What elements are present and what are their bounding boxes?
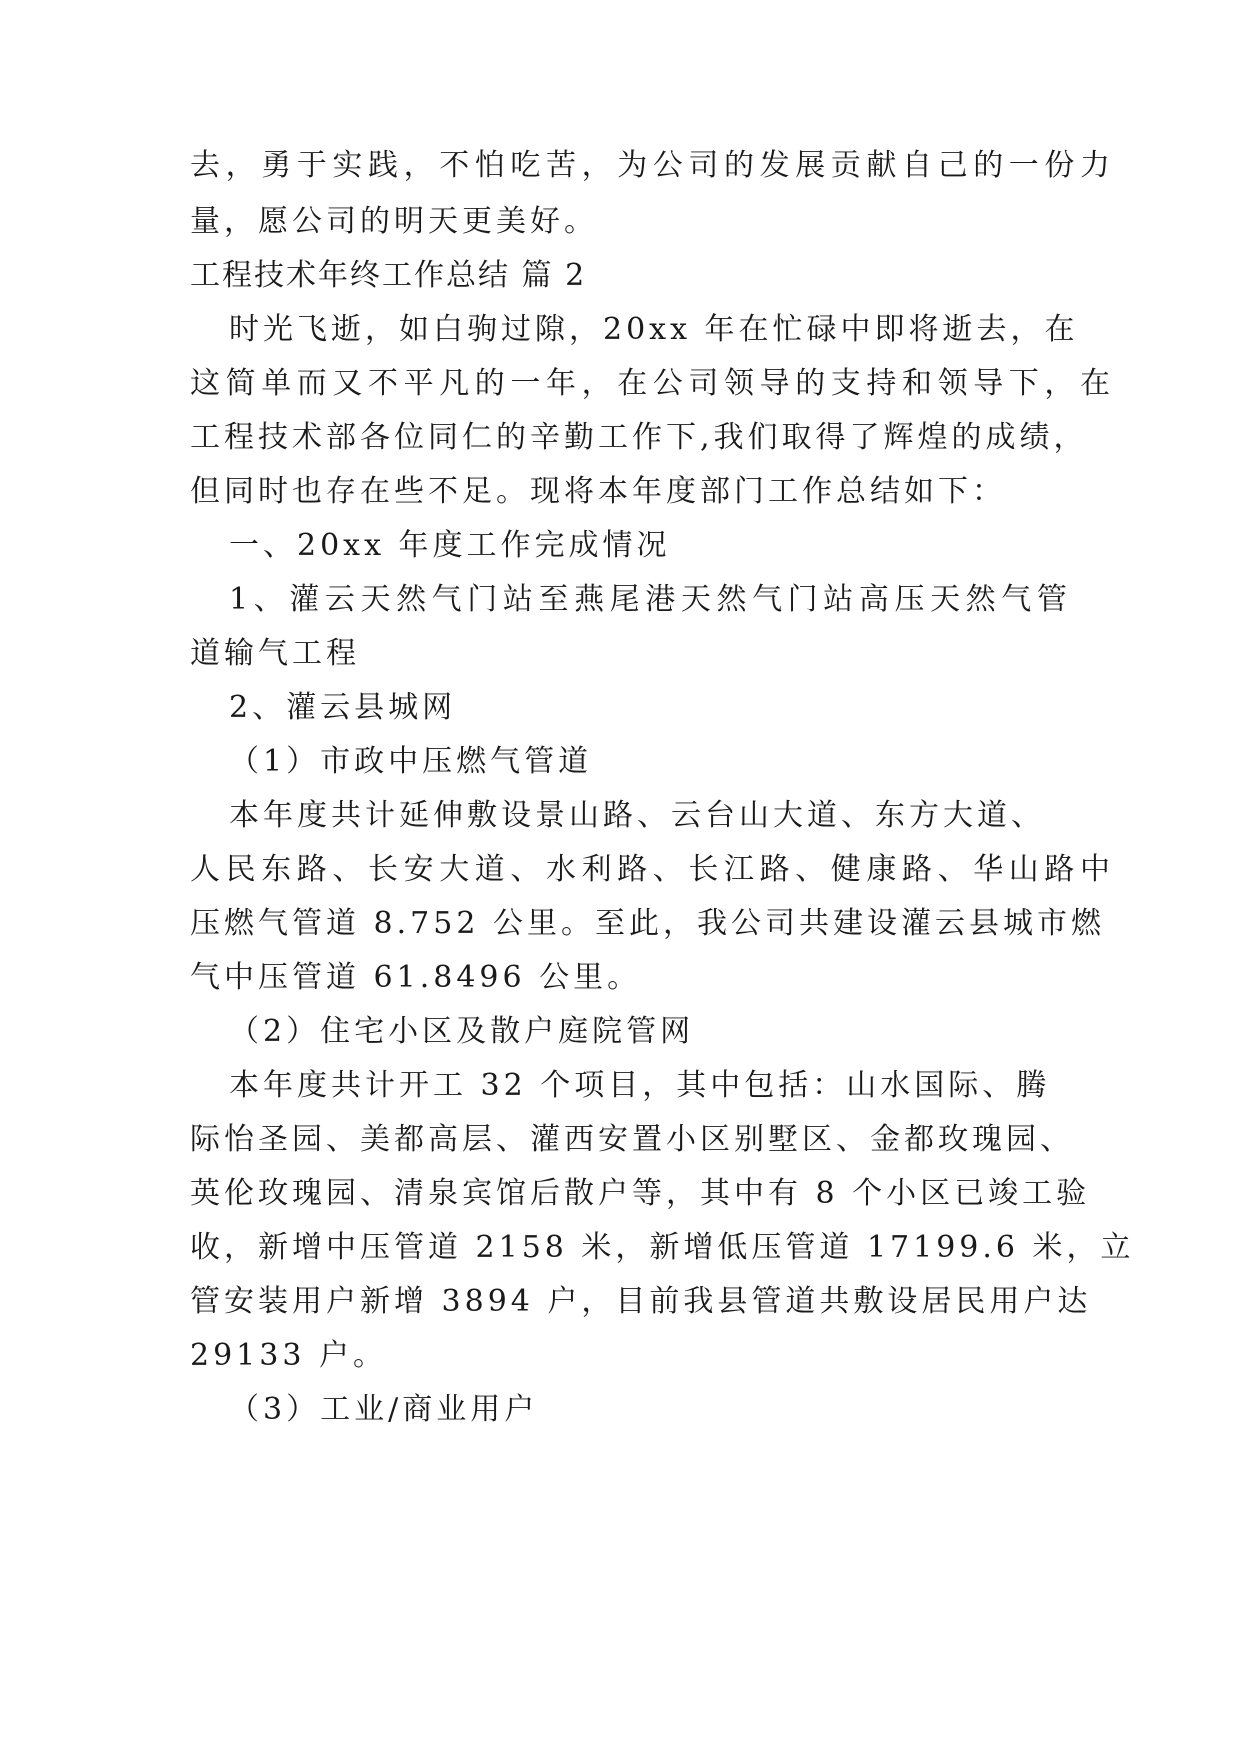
paragraph-line: 去，勇于实践，不怕吃苦，为公司的发展贡献自己的一份力 [190, 148, 1116, 183]
list-item: 1、灌云天然气门站至燕尾港天然气门站高压天然气管 [229, 582, 1073, 617]
subheading-line: 一、20xx 年度工作完成情况 [229, 528, 671, 563]
paragraph-line: 时光飞逝，如白驹过隙，20xx 年在忙碌中即将逝去，在 [229, 312, 1079, 347]
paragraph-line: 压燃气管道 8.752 公里。至此，我公司共建设灌云县城市燃 [190, 906, 1105, 941]
subheading-line: （1）市政中压燃气管道 [229, 744, 593, 779]
section-heading: 工程技术年终工作总结 篇 2 [190, 258, 587, 293]
paragraph-line: 收，新增中压管道 2158 米，新增低压管道 17199.6 米，立 [190, 1230, 1135, 1265]
paragraph-line: 本年度共计开工 32 个项目，其中包括：山水国际、腾 [229, 1068, 1051, 1103]
paragraph-line: 际怡圣园、美都高层、灌西安置小区别墅区、金都玫瑰园、 [190, 1122, 1074, 1157]
paragraph-line: 本年度共计延伸敷设景山路、云台山大道、东方大道、 [229, 798, 1045, 833]
paragraph-line: 量，愿公司的明天更美好。 [190, 204, 598, 239]
paragraph-line: 英伦玫瑰园、清泉宾馆后散户等，其中有 8 个小区已竣工验 [190, 1176, 1091, 1211]
paragraph-line: 管安装用户新增 3894 户，目前我县管道共敷设居民用户达 [190, 1284, 1092, 1319]
paragraph-line: 道输气工程 [190, 636, 360, 671]
paragraph-line: 工程技术部各位同仁的辛勤工作下,我们取得了辉煌的成绩， [190, 420, 1088, 455]
paragraph-line: 这简单而又不平凡的一年，在公司领导的支持和领导下，在 [190, 366, 1116, 401]
paragraph-line: 29133 户。 [190, 1338, 387, 1373]
subheading-line: （2）住宅小区及散户庭院管网 [229, 1014, 695, 1049]
paragraph-line: 但同时也存在些不足。现将本年度部门工作总结如下： [190, 474, 1006, 509]
paragraph-line: 气中压管道 61.8496 公里。 [190, 960, 642, 995]
subheading-line: （3）工业/商业用户 [229, 1392, 539, 1427]
paragraph-line: 人民东路、长安大道、水利路、长江路、健康路、华山路中 [190, 852, 1116, 887]
list-item: 2、灌云县城网 [229, 690, 457, 725]
